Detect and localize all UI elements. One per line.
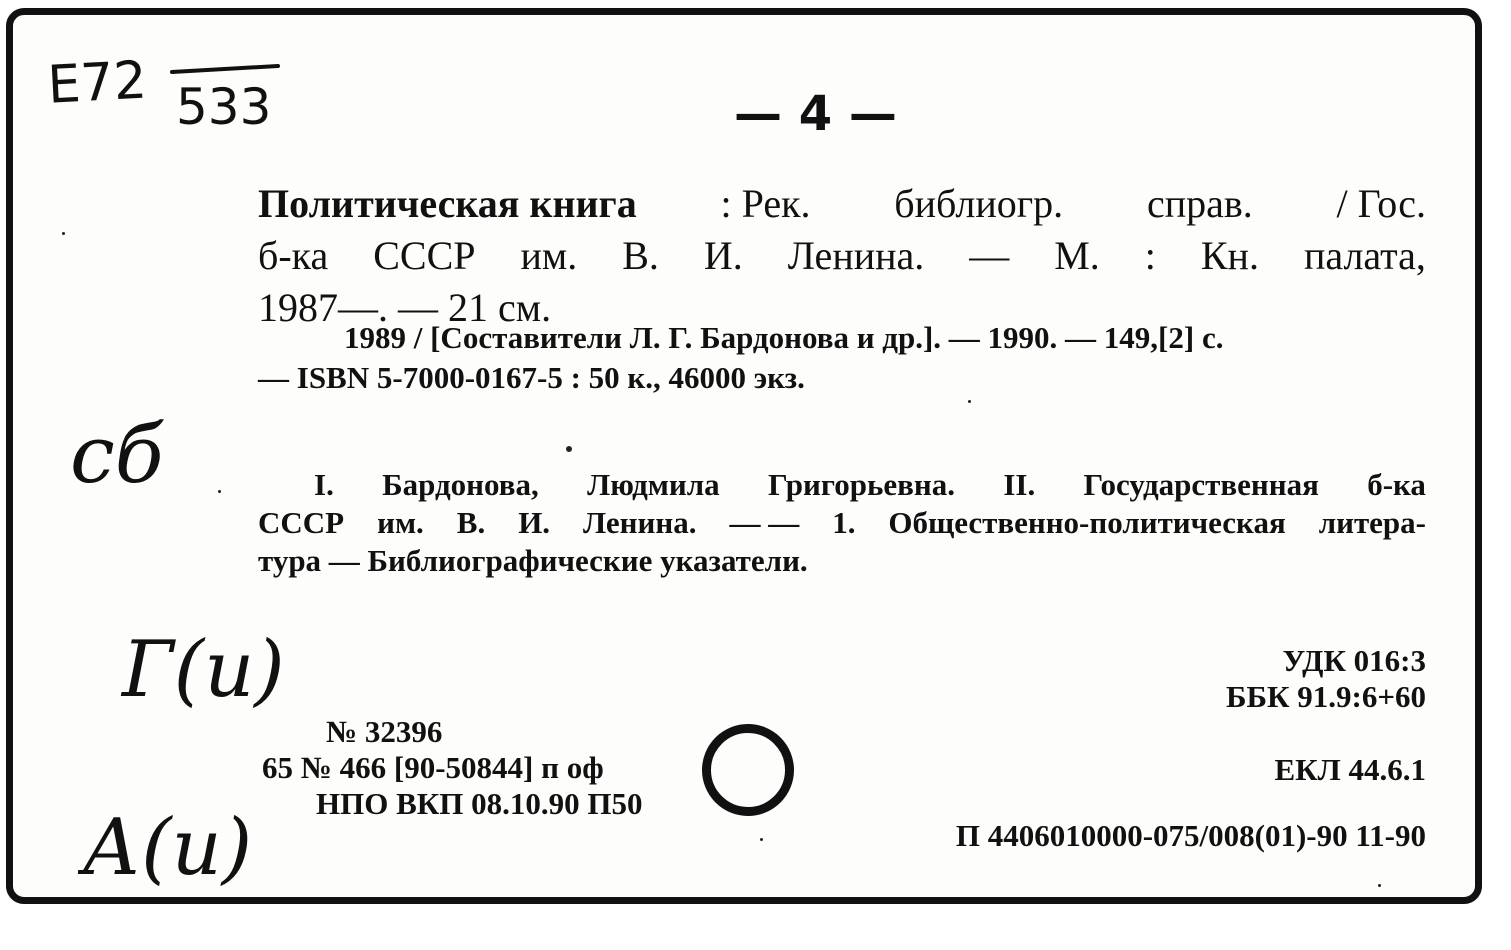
word: : Рек. [720,181,811,226]
word: тура — Библиографические указатели. [258,543,808,578]
word: б-ка [1367,467,1426,502]
handwritten-shelfmark [40,40,300,140]
word: I. [314,467,334,502]
speck [566,446,572,452]
word: Кн. [1200,233,1259,278]
word: — — [729,505,800,540]
shelfmark-top: Е72 [46,50,149,116]
main-entry-line-2 [258,230,1426,282]
word: В. [622,233,659,278]
word: — [969,233,1010,278]
publisher-code: П 4406010000-075/008(01)-90 11-90 [955,818,1426,853]
main-entry [258,178,1426,334]
word: СССР [373,233,476,278]
word: И. [518,505,551,540]
word: М. [1054,233,1100,278]
margin-mark-1 [64,396,184,506]
volume-line-2: — ISBN 5-7000-0167-5 : 50 к., 46000 экз. [258,360,805,395]
margin-mark-3-text: А(и) [82,803,253,893]
word: библиогр. [894,181,1064,226]
word: СССР [258,505,345,540]
margin-mark-1-text: сб [70,408,164,501]
word: им. [377,505,424,540]
word: им. [520,233,578,278]
word: 1987—. — 21 см. [258,285,552,330]
word: справ. [1146,181,1253,226]
word: / Гос. [1336,181,1426,226]
volume-description [258,318,1426,398]
handwritten-page-number [730,82,960,152]
main-entry-line-1 [258,178,1426,230]
shelfmark-bottom: 533 [176,78,272,136]
word: Людмила [587,467,720,502]
word: б-ка [258,233,329,278]
word: Бардонова, [382,467,539,502]
word: 1. [832,505,856,540]
margin-mark-2 [118,612,358,722]
stamp-circle [702,724,794,816]
order-info: 65 № 466 [90-50844] п оф [262,750,604,785]
tracing-line-1 [258,466,1426,504]
word: II. [1003,467,1036,502]
word: палата, [1303,233,1426,278]
shelfmark-fraction-bar [172,66,278,72]
speck [62,232,65,235]
tracing-line-2 [258,504,1426,542]
udk-code: УДК 016:3 [1282,643,1426,678]
word: И. [703,233,743,278]
margin-mark-2-text: Г(и) [122,625,285,715]
word: Общественно-политическая [888,505,1286,540]
word: Государственная [1083,467,1319,502]
word: литера- [1318,505,1426,540]
ekl-code: ЕКЛ 44.6.1 [1274,752,1426,787]
npo-info: НПО ВКП 08.10.90 П50 [316,786,643,821]
word: Григорьевна. [768,467,955,502]
tracing [258,466,1426,580]
word: : [1144,233,1156,278]
word: Ленина. [583,505,697,540]
card-number: № 32396 [326,714,443,749]
word: Ленина. [787,233,925,278]
volume-line-1: 1989 / [Составители Л. Г. Бардонова и др.]. — 1990. — 149,[2] с. [344,320,1224,355]
bbk-code: ББК 91.9:6+60 [1226,679,1426,714]
page-number: — 4 — [734,86,897,142]
speck [760,838,763,841]
tracing-line-3 [258,542,1426,580]
book-title: Политическая книга [258,181,637,226]
speck [1378,884,1381,887]
margin-mark-3 [78,786,318,896]
speck [218,490,221,493]
speck [968,400,971,403]
word: В. [456,505,486,540]
